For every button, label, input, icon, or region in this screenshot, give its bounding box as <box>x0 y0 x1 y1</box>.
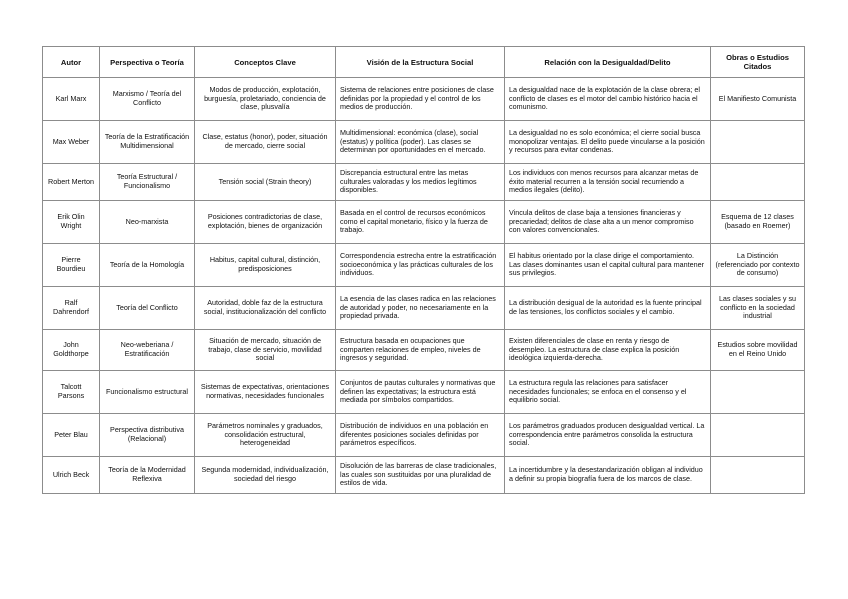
cell-perspective: Teoría de la Modernidad Reflexiva <box>100 457 195 494</box>
cell-vision: Discrepancia estructural entre las metas culturales valoradas y los medios legítimos disponibles. <box>336 164 505 201</box>
cell-relation: La distribución desigual de la autoridad es la fuente principal de las tensiones, los conflictos sociales y el cambio. <box>505 287 711 330</box>
cell-perspective: Teoría de la Estratificación Multidimensional <box>100 121 195 164</box>
header-vision: Visión de la Estructura Social <box>336 47 505 78</box>
cell-author: John Goldthorpe <box>43 330 100 371</box>
cell-works <box>711 371 805 414</box>
cell-author: Talcott Parsons <box>43 371 100 414</box>
header-relation: Relación con la Desigualdad/Delito <box>505 47 711 78</box>
cell-works <box>711 164 805 201</box>
cell-author: Ulrich Beck <box>43 457 100 494</box>
table-row <box>43 244 805 287</box>
header-author: Autor <box>43 47 100 78</box>
cell-author: Robert Merton <box>43 164 100 201</box>
comparison-table <box>42 46 805 494</box>
cell-vision: Correspondencia estrecha entre la estratificación socioeconómica y las prácticas culturales de los individuos. <box>336 244 505 287</box>
cell-relation: La desigualdad nace de la explotación de la clase obrera; el conflicto de clases es el motor del cambio histórico hacia el comunismo. <box>505 78 711 121</box>
cell-author: Karl Marx <box>43 78 100 121</box>
cell-concepts: Modos de producción, explotación, burguesía, proletariado, conciencia de clase, plusvalía <box>195 78 336 121</box>
cell-concepts: Sistemas de expectativas, orientaciones normativas, necesidades funcionales <box>195 371 336 414</box>
cell-perspective: Neo-weberiana / Estratificación <box>100 330 195 371</box>
cell-concepts: Situación de mercado, situación de trabajo, clase de servicio, movilidad social <box>195 330 336 371</box>
cell-works: Estudios sobre movilidad en el Reino Unido <box>711 330 805 371</box>
cell-works <box>711 457 805 494</box>
cell-perspective: Funcionalismo estructural <box>100 371 195 414</box>
cell-perspective: Teoría de la Homología <box>100 244 195 287</box>
cell-concepts: Tensión social (Strain theory) <box>195 164 336 201</box>
cell-relation: Vincula delitos de clase baja a tensiones financieras y precariedad; delitos de clase alta a un menor compromiso con valores convencionales. <box>505 201 711 244</box>
cell-relation: La desigualdad no es solo económica; el cierre social busca monopolizar ventajas. El delito puede vincularse a la posición y recursos para evitar condenas. <box>505 121 711 164</box>
table-row <box>43 330 805 371</box>
cell-author: Erik Olin Wright <box>43 201 100 244</box>
table-row <box>43 121 805 164</box>
cell-works: Esquema de 12 clases (basado en Roemer) <box>711 201 805 244</box>
cell-author: Max Weber <box>43 121 100 164</box>
cell-relation: El habitus orientado por la clase dirige el comportamiento. Las clases dominantes usan el capital cultural para mantener sus privilegios. <box>505 244 711 287</box>
cell-perspective: Marxismo / Teoría del Conflicto <box>100 78 195 121</box>
cell-concepts: Posiciones contradictorias de clase, explotación, bienes de organización <box>195 201 336 244</box>
cell-works: La Distinción (referenciado por contexto de consumo) <box>711 244 805 287</box>
cell-concepts: Parámetros nominales y graduados, consolidación estructural, heterogeneidad <box>195 414 336 457</box>
cell-vision: La esencia de las clases radica en las relaciones de autoridad y poder, no necesariamente en la propiedad privada. <box>336 287 505 330</box>
cell-works: Las clases sociales y su conflicto en la sociedad industrial <box>711 287 805 330</box>
cell-vision: Multidimensional: económica (clase), social (estatus) y política (poder). Las clases se determinan por oportunidades en el mercado. <box>336 121 505 164</box>
document-page <box>42 46 804 494</box>
cell-vision: Basada en el control de recursos económicos como el capital monetario, físico y la fuerza de trabajo. <box>336 201 505 244</box>
cell-relation: La estructura regula las relaciones para satisfacer necesidades funcionales; se enfoca en el consenso y el equilibrio social. <box>505 371 711 414</box>
cell-relation: Existen diferenciales de clase en renta y riesgo de desempleo. La estructura de clase explica la posición ideológica izquierda-derecha. <box>505 330 711 371</box>
table-header-row <box>43 47 805 78</box>
cell-relation: Los parámetros graduados producen desigualdad vertical. La correspondencia entre parámetros consolida la estructura social. <box>505 414 711 457</box>
cell-vision: Distribución de individuos en una población en diferentes posiciones sociales definidas por parámetros específicos. <box>336 414 505 457</box>
table-row <box>43 201 805 244</box>
cell-concepts: Autoridad, doble faz de la estructura social, institucionalización del conflicto <box>195 287 336 330</box>
table-row <box>43 287 805 330</box>
table-row <box>43 164 805 201</box>
cell-author: Ralf Dahrendorf <box>43 287 100 330</box>
cell-perspective: Teoría Estructural / Funcionalismo <box>100 164 195 201</box>
cell-author: Peter Blau <box>43 414 100 457</box>
cell-vision: Sistema de relaciones entre posiciones de clase definidas por la propiedad y el control de los medios de producción. <box>336 78 505 121</box>
header-perspective: Perspectiva o Teoría <box>100 47 195 78</box>
cell-concepts: Clase, estatus (honor), poder, situación de mercado, cierre social <box>195 121 336 164</box>
cell-works <box>711 121 805 164</box>
cell-concepts: Habitus, capital cultural, distinción, predisposiciones <box>195 244 336 287</box>
table-row <box>43 457 805 494</box>
cell-perspective: Teoría del Conflicto <box>100 287 195 330</box>
header-works: Obras o Estudios Citados <box>711 47 805 78</box>
cell-perspective: Neo-marxista <box>100 201 195 244</box>
cell-concepts: Segunda modernidad, individualización, sociedad del riesgo <box>195 457 336 494</box>
header-concepts: Conceptos Clave <box>195 47 336 78</box>
cell-vision: Estructura basada en ocupaciones que comparten relaciones de empleo, niveles de ingresos y seguridad. <box>336 330 505 371</box>
cell-relation: La incertidumbre y la desestandarización obligan al individuo a definir su propia biografía fuera de los marcos de clase. <box>505 457 711 494</box>
cell-vision: Conjuntos de pautas culturales y normativas que definen las expectativas; la estructura está mediada por símbolos compartidos. <box>336 371 505 414</box>
cell-vision: Disolución de las barreras de clase tradicionales, las cuales son sustituidas por una pluralidad de estilos de vida. <box>336 457 505 494</box>
cell-works: El Manifiesto Comunista <box>711 78 805 121</box>
cell-relation: Los individuos con menos recursos para alcanzar metas de éxito material recurren a la tensión social recurriendo a medios ilegales (delito). <box>505 164 711 201</box>
table-row <box>43 78 805 121</box>
cell-perspective: Perspectiva distributiva (Relacional) <box>100 414 195 457</box>
table-row <box>43 414 805 457</box>
cell-works <box>711 414 805 457</box>
table-row <box>43 371 805 414</box>
cell-author: Pierre Bourdieu <box>43 244 100 287</box>
